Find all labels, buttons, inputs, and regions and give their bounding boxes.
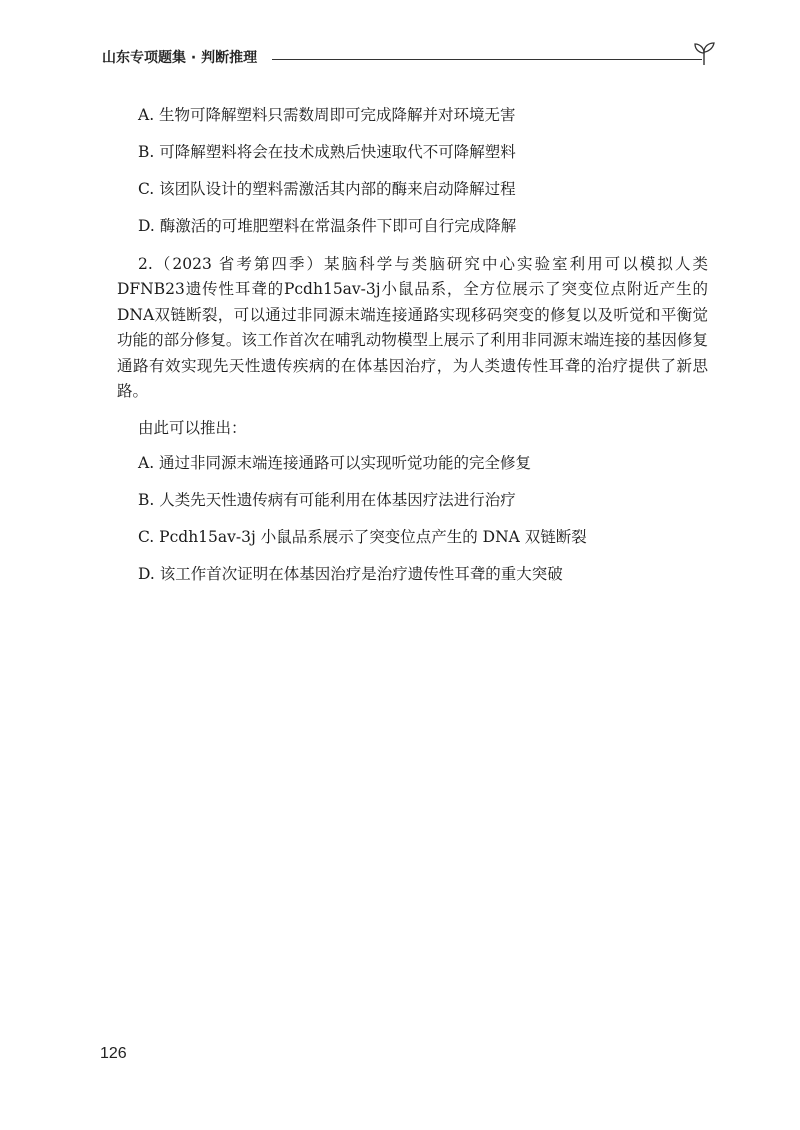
q1-option-a: A. 生物可降解塑料只需数周即可完成降解并对环境无害 xyxy=(138,106,516,124)
page-number: 126 xyxy=(100,1045,127,1062)
header-rule xyxy=(272,59,702,60)
q2-option-b: B. 人类先天性遗传病有可能利用在体基因疗法进行治疗 xyxy=(138,491,516,510)
q1-option-b: B. 可降解塑料将会在技术成熟后快速取代不可降解塑料 xyxy=(138,143,516,161)
sprout-icon xyxy=(691,40,717,66)
q2-option-c: C. Pcdh15av-3j 小鼠品系展示了突变位点产生的 DNA 双链断裂 xyxy=(138,528,587,547)
header-title: 山东专项题集 · 判断推理 xyxy=(102,50,258,66)
q2-option-d: D. 该工作首次证明在体基因治疗是治疗遗传性耳聋的重大突破 xyxy=(138,565,563,584)
running-header xyxy=(102,40,717,74)
q1-option-c: C. 该团队设计的塑料需激活其内部的酶来启动降解过程 xyxy=(138,180,516,198)
q2-option-a: A. 通过非同源末端连接通路可以实现听觉功能的完全修复 xyxy=(138,454,532,473)
page-content xyxy=(117,104,708,600)
q2-stem: 2.（2023 省考第四季）某脑科学与类脑研究中心实验室利用可以模拟人类DFNB23遗传性耳聋的Pcdh15av-3j小鼠品系，全方位展示了突变位点附近产生的DNA双链断裂，可以通过非同源末端连接通路实现移码突变的修复以及听觉和平衡觉功能的部分修复。该工作首次在哺乳动物模型上展示了利用非同源末端连接的基因修复通路有效实现先天性遗传疾病的在体基因治疗，为人类遗传性耳聋的治疗提供了新思路。 xyxy=(117,255,708,401)
q1-option-d: D. 酶激活的可堆肥塑料在常温条件下即可自行完成降解 xyxy=(138,217,517,235)
q2-lead: 由此可以推出： xyxy=(138,419,247,438)
